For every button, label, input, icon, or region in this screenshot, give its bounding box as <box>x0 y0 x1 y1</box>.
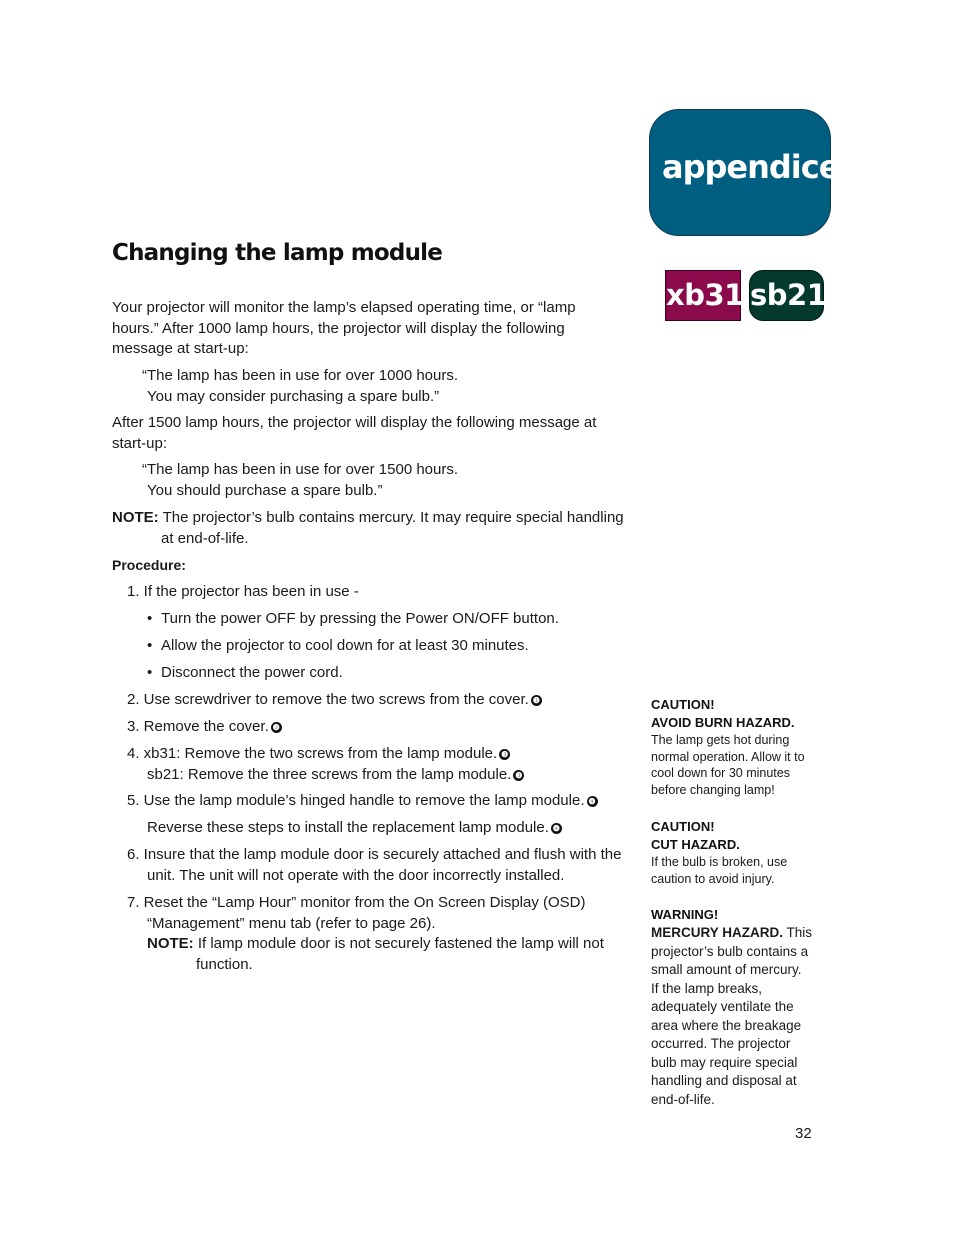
intro-line: Your projector will monitor the lamp’s elapsed operating time, or “lamp <box>112 299 576 316</box>
after-1500-paragraph <box>112 413 596 454</box>
callout-4-icon: ❹ <box>588 797 596 806</box>
after-line: After 1500 lamp hours, the projector will display the following message at <box>112 414 597 431</box>
bullet-text: Disconnect the power cord. <box>161 664 343 681</box>
warning-line: projector’s bulb contains a <box>651 943 809 959</box>
step-text: 4. xb31: Remove the two screws from the lamp module. <box>127 745 498 762</box>
quote-line: You should purchase a spare bulb.” <box>147 481 383 499</box>
caution-line: If the bulb is broken, use <box>651 855 788 869</box>
note-text-cont: at end-of-life. <box>161 529 249 547</box>
quote-line: “The lamp has been in use for over 1000 hours. <box>142 367 459 384</box>
caution-cut-hazard <box>651 818 787 887</box>
step-1: 1. If the projector has been in use - <box>127 583 359 600</box>
warning-line: small amount of mercury. <box>651 962 802 977</box>
model-badge-sb21: sb21 <box>749 270 824 321</box>
step-3 <box>127 717 282 738</box>
caution-line: caution to avoid injury. <box>651 871 775 886</box>
procedure-heading: Procedure: <box>112 557 186 573</box>
warning-line: end-of-life. <box>651 1091 715 1107</box>
callout-3-icon: ❸ <box>501 750 509 759</box>
warning-line: area where the breakage <box>651 1017 802 1033</box>
step-text: 3. Remove the cover. <box>127 718 269 735</box>
caution-line: The lamp gets hot during <box>651 733 790 747</box>
warning-line: handling and disposal at <box>651 1073 797 1088</box>
caution-heading: CAUTION! <box>651 697 715 712</box>
step-text: sb21: Remove the three screws from the lamp module. <box>147 765 512 783</box>
step-text: unit. The unit will not operate with the door incorrectly installed. <box>147 866 565 884</box>
step-text: 5. Use the lamp module’s hinged handle to remove the lamp module. <box>127 792 585 809</box>
quote-line: You may consider purchasing a spare bulb.” <box>147 387 440 405</box>
caution-heading: CAUTION! <box>651 819 715 834</box>
bullet-text: Allow the projector to cool down for at least 30 minutes. <box>161 637 529 654</box>
step-text: “Management” menu tab (refer to page 26). <box>147 914 436 932</box>
warning-line: This <box>783 925 813 940</box>
step-1-bullet <box>147 636 529 657</box>
bullet-icon: • <box>147 664 153 681</box>
intro-paragraph <box>112 298 576 360</box>
bullet-icon: • <box>147 637 153 654</box>
note-text: The projector’s bulb contains mercury. It may require special handling <box>158 509 624 526</box>
step-5 <box>127 791 598 812</box>
page-number: 32 <box>795 1125 812 1142</box>
step-2 <box>127 690 542 711</box>
model-badge-xb31: xb31 <box>665 270 741 321</box>
step-6 <box>127 845 621 886</box>
caution-line: cool down for 30 minutes <box>651 766 790 780</box>
warning-subheading: MERCURY HAZARD. <box>651 925 784 940</box>
warning-line: adequately ventilate the <box>651 999 794 1014</box>
step-text: Reverse these steps to install the replacement lamp module. <box>147 819 549 836</box>
caution-subheading: CUT HAZARD. <box>651 837 740 852</box>
step-7 <box>127 893 604 975</box>
callout-3-icon: ❸ <box>515 770 523 780</box>
section-badge-label: appendices <box>662 148 858 186</box>
bullet-text: Turn the power OFF by pressing the Power ON/OFF button. <box>161 610 559 627</box>
warning-line: If the lamp breaks, <box>651 980 763 996</box>
section-badge-appendices <box>649 109 858 236</box>
step-text: 2. Use screwdriver to remove the two screws from the cover. <box>127 691 529 708</box>
caution-subheading: AVOID BURN HAZARD. <box>651 715 795 730</box>
note-label: NOTE: <box>147 935 194 952</box>
after-line: start-up: <box>112 434 168 452</box>
intro-line: message at start-up: <box>112 340 249 357</box>
note-text: If lamp module door is not securely fastened the lamp will not <box>193 935 604 952</box>
step-5-reverse <box>147 818 562 839</box>
callout-1-icon: ❶ <box>532 696 540 705</box>
step-text: 7. Reset the “Lamp Hour” monitor from the On Screen Display (OSD) <box>127 894 586 911</box>
caution-line: before changing lamp! <box>651 782 775 797</box>
intro-line: hours.” After 1000 lamp hours, the projector will display the following <box>112 319 565 337</box>
warning-line: occurred. The projector <box>651 1036 791 1051</box>
step-4 <box>127 744 524 785</box>
caution-burn-hazard <box>651 696 805 798</box>
callout-2-icon: ❷ <box>272 723 280 732</box>
step-1-bullet <box>147 663 343 684</box>
callout-4-icon: ❹ <box>552 824 560 833</box>
caution-line: normal operation. Allow it to <box>651 749 805 764</box>
quote-1500-hours <box>142 460 458 501</box>
step-text: 6. Insure that the lamp module door is securely attached and flush with the <box>127 846 622 863</box>
mercury-note <box>112 508 624 549</box>
bullet-icon: • <box>147 610 153 627</box>
note-text-cont: function. <box>196 955 253 973</box>
warning-line: bulb may require special <box>651 1054 798 1070</box>
warning-heading: WARNING! <box>651 907 719 922</box>
page-title: Changing the lamp module <box>112 240 443 266</box>
note-label: NOTE: <box>112 509 159 526</box>
warning-mercury-hazard <box>651 906 812 1109</box>
step-1-bullet <box>147 609 559 630</box>
quote-1000-hours <box>142 366 458 407</box>
quote-line: “The lamp has been in use for over 1500 hours. <box>142 461 459 478</box>
